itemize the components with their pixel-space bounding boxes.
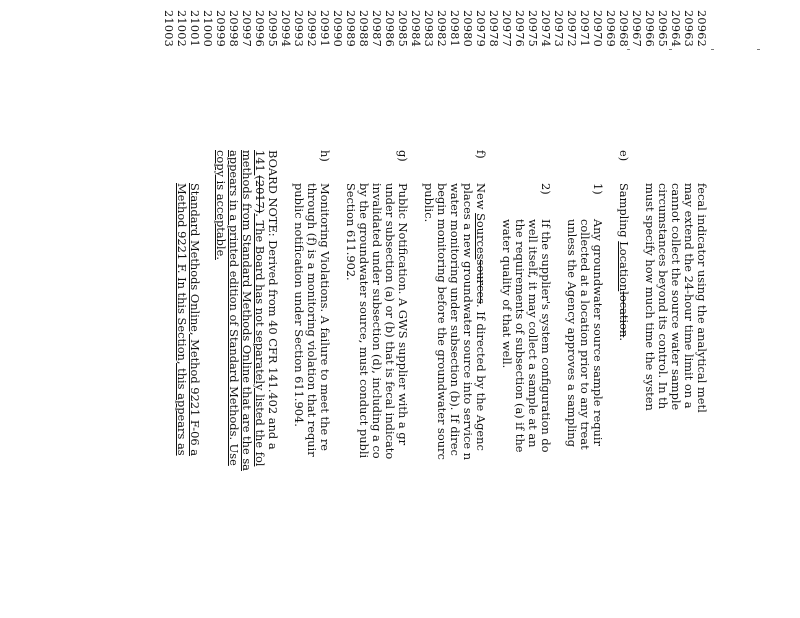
line-number: 20991 [318, 10, 331, 48]
paragraph-line: fecal indicator using the analytical metl [695, 183, 709, 413]
margin-tick [627, 49, 630, 50]
paragraph-line: Any groundwater source sample requir [591, 219, 605, 446]
paragraph-line: by the groundwater source, must conduct publi [357, 183, 371, 459]
line-number: 20970 [591, 10, 604, 48]
line-number: 20984 [409, 10, 422, 48]
line-number: 20963 [682, 10, 695, 48]
margin-tick [757, 49, 760, 50]
paragraph-line: well itself, it may collect a sample at an [526, 219, 540, 448]
line-number: 20995 [266, 10, 279, 48]
paragraph-line: water quality of that well. [500, 219, 514, 369]
line-number: 20978 [487, 10, 500, 48]
line-number: 20982 [435, 10, 448, 48]
paragraph-line: places a new groundwater source into service n [461, 183, 475, 461]
line-number: 21000 [201, 10, 214, 48]
paragraph-line: must specify how much time the systen [643, 183, 657, 411]
line-number: 20981 [448, 10, 461, 48]
line-number: 20997 [240, 10, 253, 48]
paragraph-line: circumstances beyond its control. In th [656, 183, 670, 410]
line-number: 20979 [474, 10, 487, 48]
item-number-e2: 2) [539, 183, 553, 195]
paragraph-line: Section 611.902. [344, 183, 358, 281]
line-number: 20972 [565, 10, 578, 48]
subsection-label-h: h) [318, 150, 332, 162]
subsection-label-g: g) [396, 150, 410, 162]
line-number: 20996 [253, 10, 266, 48]
paragraph-line: public. [422, 183, 436, 223]
paragraph-line: under subsection (a) or (b) that is fecal indicato [383, 183, 397, 460]
paragraph-line: Monitoring Violations. A failure to meet the re [318, 183, 332, 452]
line-number: 21001 [188, 10, 201, 48]
paragraph-line: New Sourcessources. If directed by the Agenc [474, 183, 488, 451]
standard-methods-line: Standard Methods Online, Method 9221 F-06 a [188, 183, 202, 457]
paragraph-line: the requirements of subsection (a) if the [513, 219, 527, 453]
paragraph-line: water monitoring under subsection (b). If direc [448, 183, 462, 456]
line-number: 20998 [227, 10, 240, 48]
paragraph-line: invalidated under subsection (d), including a co [370, 183, 384, 459]
line-number: 20983 [422, 10, 435, 48]
line-number: 20973 [552, 10, 565, 48]
line-number: 20975 [526, 10, 539, 48]
line-number: 20992 [305, 10, 318, 48]
board-note-line: 141 (2017). The Board has not separately listed the fol [253, 150, 267, 467]
item-number-e1: 1) [591, 183, 605, 195]
line-number: 20977 [500, 10, 513, 48]
margin-tick [669, 49, 672, 50]
board-note-line: BOARD NOTE: Derived from 40 CFR 141.402 and a [266, 150, 280, 450]
paragraph-line: If the supplier's system configuration do [539, 219, 553, 453]
paragraph-line: begin monitoring before the groundwater sourc [435, 183, 449, 460]
paragraph-line: cannot collect the source water sample [669, 183, 683, 411]
line-number: 20993 [292, 10, 305, 48]
line-number: 20986 [383, 10, 396, 48]
margin-tick [711, 49, 714, 50]
paragraph-line: unless the Agency approves a sampling [565, 219, 579, 448]
line-number: 20971 [578, 10, 591, 48]
line-number: 20964 [669, 10, 682, 48]
line-number: 20965 [656, 10, 669, 48]
subsection-label-e: e) [617, 150, 631, 162]
line-number: 20994 [279, 10, 292, 48]
line-number: 20968 [617, 10, 630, 48]
subsection-heading-e: Sampling Locationlocation. [617, 183, 631, 341]
board-note-line: appears in a printed edition of Standard Methods. Use [227, 150, 241, 466]
paragraph-line: public notification under Section 611.904. [292, 183, 306, 427]
board-note-line: copy is acceptable. [214, 150, 228, 260]
board-note-line: methods from Standard Methods Online that are the sa [240, 150, 254, 471]
line-number: 20980 [461, 10, 474, 48]
subsection-label-f: f) [474, 150, 488, 159]
line-number: 20987 [370, 10, 383, 48]
line-number: 20988 [357, 10, 370, 48]
line-number: 20976 [513, 10, 526, 48]
line-number: 20974 [539, 10, 552, 48]
standard-methods-line: Method 9221 F. In this Section, this appears as [175, 183, 189, 456]
line-number: 20985 [396, 10, 409, 48]
line-number: 21003 [162, 10, 175, 48]
paragraph-line: collected at a location prior to any treat [578, 219, 592, 450]
line-number: 21002 [175, 10, 188, 48]
line-number: 20962 [695, 10, 708, 48]
line-number: 20990 [331, 10, 344, 48]
line-number: 20969 [604, 10, 617, 48]
paragraph-line: Public Notification. A GWS supplier with a gr [396, 183, 410, 446]
paragraph-line: may extend the 24-hour time limit on a [682, 183, 696, 409]
line-number: 20967 [630, 10, 643, 48]
paragraph-line: through (f) is a monitoring violation that requir [305, 183, 319, 457]
line-number: 20999 [214, 10, 227, 48]
line-number: 20966 [643, 10, 656, 48]
line-number: 20989 [344, 10, 357, 48]
